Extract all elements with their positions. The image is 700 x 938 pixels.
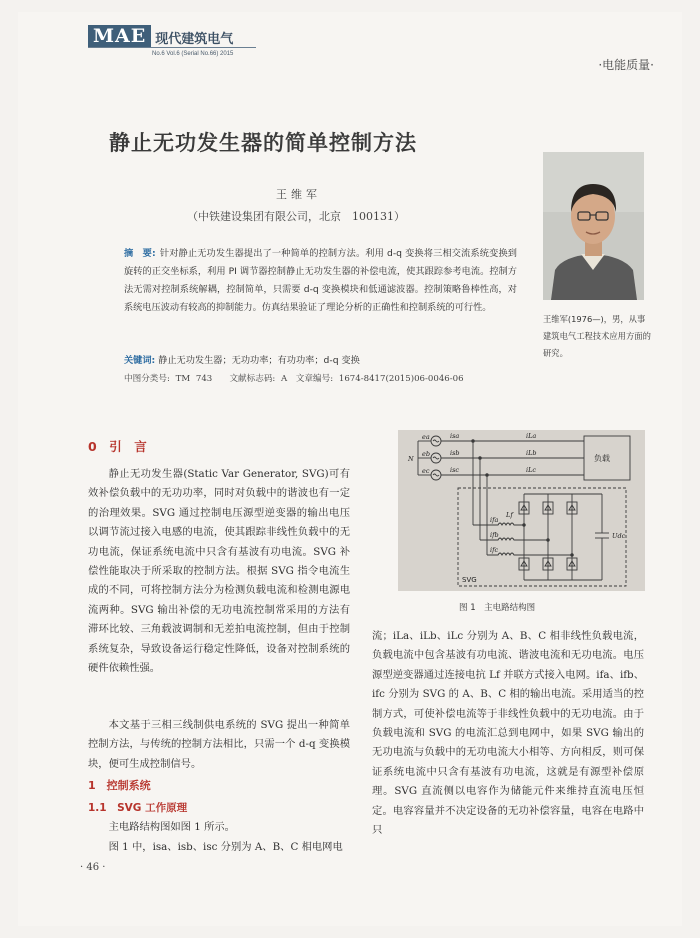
author-photo — [543, 152, 644, 300]
keywords-text: 静止无功发生器；无功功率；有功功率；d-q 变换 — [158, 355, 360, 366]
classification: 中图分类号: TM 743 文献标志码: A 文章编号: 1674-8417(2015)06-0046-06 — [124, 374, 464, 384]
label-eb: eb — [422, 450, 431, 458]
svg-box — [458, 488, 626, 586]
abstract-text: 针对静止无功发生器提出了一种简单的控制方法。利用 d-q 变换将三相交流系统变换到旋转的正交坐标系，利用 PI 调节器控制静止无功发生器的补偿电流，使其跟踪参考电流。控制方法无需对控制系统解耦，控制简单，只需要 d-q 变换模块和低通滤波器。控制策略鲁棒性高，对系统电压波动有较高的抑制能力。仿真结果验证了理论分析的正确性和控制系统的可行性。 — [124, 248, 517, 313]
label-n: N — [408, 455, 414, 463]
label-svg: SVG — [462, 576, 477, 584]
section-1-1-paragraph-1: 主电路结构图如图 1 所示。 — [108, 821, 235, 833]
circuit-diagram — [398, 430, 645, 591]
label-load: 负载 — [594, 454, 610, 463]
circuit-figure — [398, 430, 645, 591]
inductor-c-icon — [487, 553, 572, 555]
masthead-rule — [88, 47, 256, 48]
label-ifb: ifb — [490, 531, 499, 539]
section-0-paragraph-2: 本文基于三相三线制供电系统的 SVG 提出一种简单控制方法，与传统的控制方法相比，只需一个 d-q 变换模块，便可生成控制信号。 — [88, 719, 350, 770]
label-ec: ec — [422, 467, 430, 475]
section-1-heading: 1 控制系统 — [88, 779, 151, 792]
section-1-1-heading: 1.1 SVG 工作原理 — [88, 802, 188, 814]
label-lf: Lf — [506, 511, 513, 519]
keywords — [124, 352, 360, 366]
page-number: · 46 · — [80, 862, 106, 873]
abstract — [124, 245, 517, 317]
author-portrait-icon — [543, 152, 644, 300]
label-isa: isa — [450, 432, 460, 440]
section-1-1-paragraph-2: 图 1 中，isa、isb、isc 分别为 A、B、C 相电网电 — [108, 841, 343, 853]
logo-mae: MAE — [88, 25, 151, 47]
article-title: 静止无功发生器的简单控制方法 — [109, 131, 417, 155]
inductor-a-icon — [473, 523, 524, 525]
label-ilb: iLb — [526, 449, 537, 457]
label-isb: isb — [450, 449, 460, 457]
label-ila: iLa — [526, 432, 537, 440]
section-tag: ·电能质量· — [598, 58, 654, 72]
label-ifc: ifc — [490, 546, 499, 554]
figure-caption: 图 1 主电路结构图 — [459, 603, 536, 613]
label-ea: ea — [422, 433, 430, 441]
abstract-label: 摘 要: — [124, 248, 156, 259]
author: 王维军 — [276, 188, 321, 201]
logo-journal-name: 现代建筑电气 — [155, 32, 234, 47]
section-0-paragraph-1: 静止无功发生器(Static Var Generator, SVG)可有效补偿负载中的无功功率，同时对负载中的谐波也有一定的治理效果。SVG 通过控制电压源型逆变器的输出电压以调节流过接入电感的电流，使其跟踪非线性负载中的无功电流，保证系统电流中只含有基波有功电流。SVG 补偿性能取决于所采取的控制方法。根据 SVG 指令电流生成的不同，可将控制方法分为检测负载电流和检测电源电流两种。SVG 输出补偿的无功电流控制常采用的方法有滞环比较、三角载波调制和无差拍电流控制，但由于控制系统复杂，导致设备运行稳定性降低，设备对控制系统的硬件依赖性强。 — [88, 468, 350, 675]
affiliation: （中铁建设集团有限公司，北京 100131） — [187, 210, 405, 223]
right-column-paragraph: 流；iLa、iLb、iLc 分别为 A、B、C 相非线性负载电流，负载电流中包含基波有功电流、谐波电流和无功电流。电压源型逆变器通过连接电抗 Lf 并联方式接入电网。ifa、ifb、ifc 分别为 SVG 的 A、B、C 相的输出电流。采用适当的控制方式，可使补偿电流等于非线性负载中的无功电流。由于负载电流和 SVG 的电流汇总到电网中，如果 SVG 输出的无功电流与负载中的无功电流大小相等、方向相反，则可保证系统电流中只含有基波有功电流，这就是有源型补偿原理。SVG 直流侧以电容作为储能元件来维持直流电压恒定。电容容量并不决定设备的无功补偿容量，电容在电路中只 — [372, 630, 644, 837]
section-0-heading: 0 引 言 — [88, 439, 147, 454]
issue-info: No.6 Vol.6 (Serial No.66) 2015 — [152, 51, 234, 57]
author-bio: 王维军(1976—)，男，从事建筑电气工程技术应用方面的研究。 — [543, 314, 651, 358]
label-ilc: iLc — [526, 466, 537, 474]
label-ifa: ifa — [490, 516, 499, 524]
label-isc: isc — [450, 466, 460, 474]
label-udc: Udc — [612, 532, 626, 540]
keywords-label: 关键词: — [124, 355, 156, 366]
journal-logo — [88, 25, 233, 47]
